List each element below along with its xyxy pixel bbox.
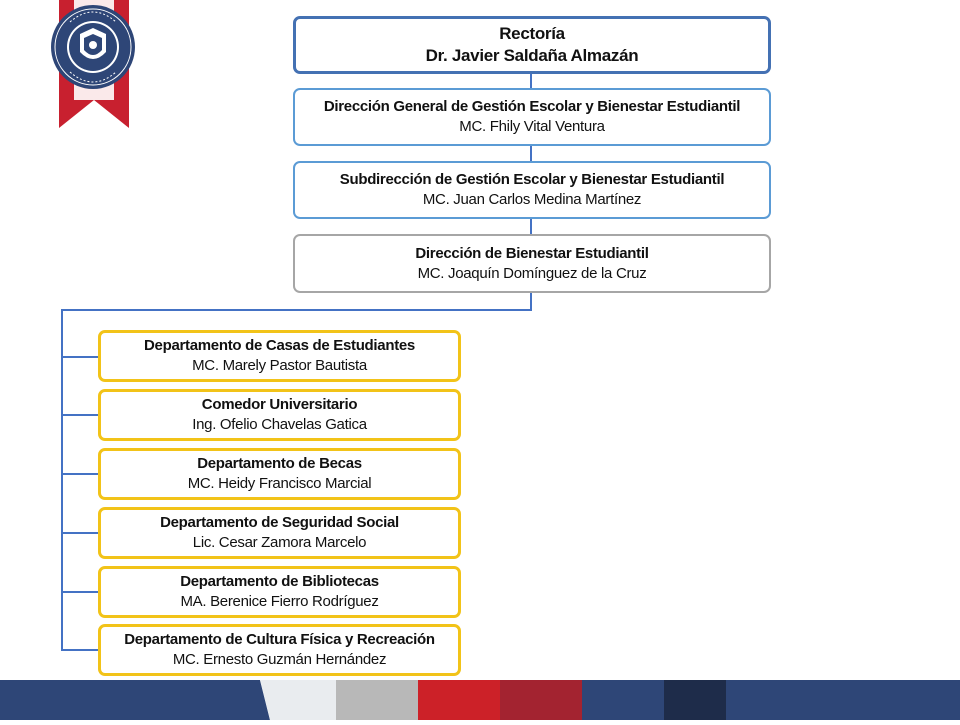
footer-stripes <box>0 680 960 720</box>
university-logo <box>50 0 136 128</box>
department-box <box>98 507 461 559</box>
department-title: Departamento de Bibliotecas <box>180 573 379 590</box>
department-head: MC. Marely Pastor Bautista <box>192 357 367 374</box>
department-head: MA. Berenice Fierro Rodríguez <box>180 593 379 610</box>
department-title: Departamento de Becas <box>197 455 362 472</box>
connector-dept-1 <box>61 356 99 358</box>
department-box <box>98 624 461 676</box>
connector-horizontal <box>61 309 532 311</box>
department-box <box>98 389 461 441</box>
subdireccion-box <box>293 161 771 219</box>
connector-dept-5 <box>61 591 99 593</box>
connector-dept-6 <box>61 649 99 651</box>
department-head: Lic. Cesar Zamora Marcelo <box>192 534 367 551</box>
department-title: Departamento de Seguridad Social <box>160 514 399 531</box>
connector-dept-3 <box>61 473 99 475</box>
department-box <box>98 566 461 618</box>
direccion-bienestar-name: MC. Joaquín Domínguez de la Cruz <box>417 264 647 282</box>
connector-branch-vertical <box>61 309 63 650</box>
department-title: Comedor Universitario <box>201 396 358 413</box>
direccion-general-title: Dirección General de Gestión Escolar y Bienestar Estudiantil <box>323 98 741 115</box>
connector-dept-2 <box>61 414 99 416</box>
direccion-bienestar-box <box>293 234 771 293</box>
direccion-bienestar-title: Dirección de Bienestar Estudiantil <box>415 244 649 262</box>
direccion-general-box <box>293 88 771 146</box>
rectoria-name: Dr. Javier Saldaña Almazán <box>425 46 639 65</box>
rectoria-box <box>293 16 771 74</box>
department-head: MC. Ernesto Guzmán Hernández <box>172 651 387 668</box>
department-box <box>98 448 461 500</box>
subdireccion-name: MC. Juan Carlos Medina Martínez <box>422 191 642 208</box>
department-head: Ing. Ofelio Chavelas Gatica <box>192 416 367 433</box>
department-head: MC. Heidy Francisco Marcial <box>187 475 372 492</box>
department-box <box>98 330 461 382</box>
department-title: Departamento de Casas de Estudiantes <box>144 337 415 354</box>
subdireccion-title: Subdirección de Gestión Escolar y Bienestar Estudiantil <box>339 171 725 188</box>
university-seal-icon <box>50 0 136 128</box>
connector-dept-4 <box>61 532 99 534</box>
rectoria-title: Rectoría <box>499 24 565 43</box>
direccion-general-name: MC. Fhily Vital Ventura <box>459 118 605 135</box>
footer-color-band <box>0 680 960 720</box>
department-title: Departamento de Cultura Física y Recreación <box>124 631 435 648</box>
